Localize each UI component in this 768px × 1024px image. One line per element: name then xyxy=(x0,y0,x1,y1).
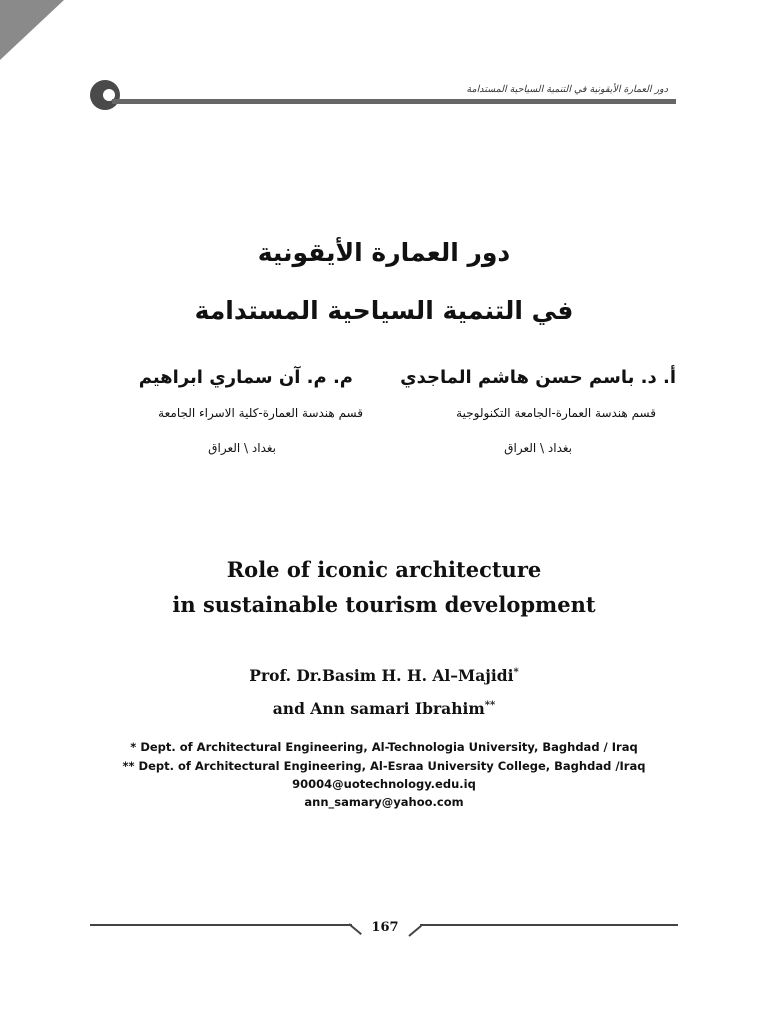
arabic-author-1-location: بغداد \ العراق xyxy=(504,441,572,455)
header-ring-icon xyxy=(90,80,120,110)
email-1: 90004@uotechnology.edu.iq xyxy=(292,777,476,791)
header-rule xyxy=(112,99,676,104)
arabic-author-2-name: م. م. آن سماري ابراهيم xyxy=(138,367,353,388)
affiliation-2: ** Dept. of Architectural Engineering, Al-Esraa University College, Baghdad /Iraq xyxy=(122,759,646,773)
author-1-footnote-mark: * xyxy=(513,666,519,678)
footer-rule-right xyxy=(420,924,678,926)
arabic-title-line-2: في التنمية السياحية المستدامة xyxy=(194,296,574,325)
english-author-2 xyxy=(0,699,768,718)
author-2-footnote-mark: ** xyxy=(484,699,496,711)
arabic-author-1-affiliation: قسم هندسة العمارة-الجامعة التكنولوجية xyxy=(456,406,656,420)
english-title-line-1: Role of iconic architecture xyxy=(226,557,542,582)
english-author-1 xyxy=(0,666,768,685)
corner-decoration xyxy=(0,0,64,60)
affiliation-1: * Dept. of Architectural Engineering, Al-Technologia University, Baghdad / Iraq xyxy=(130,740,638,754)
english-author-1-name: Prof. Dr.Basim H. H. Al–Majidi xyxy=(249,666,514,685)
running-title: دور العمارة الأيقونية في التنمية السياحية المستدامة xyxy=(466,84,668,95)
footer-rule-left xyxy=(90,924,352,926)
arabic-title-line-1: دور العمارة الأيقونية xyxy=(257,238,511,267)
email-2: ann_samary@yahoo.com xyxy=(304,795,464,809)
english-title-line-2: in sustainable tourism development xyxy=(172,592,596,617)
arabic-author-1-name: أ. د. باسم حسن هاشم الماجدي xyxy=(400,367,676,388)
english-author-2-name: and Ann samari Ibrahim xyxy=(272,699,485,718)
arabic-author-2-location: بغداد \ العراق xyxy=(208,441,276,455)
arabic-author-2-affiliation: قسم هندسة العمارة-كلية الاسراء الجامعة xyxy=(158,406,363,420)
page-number: 167 xyxy=(371,920,399,935)
